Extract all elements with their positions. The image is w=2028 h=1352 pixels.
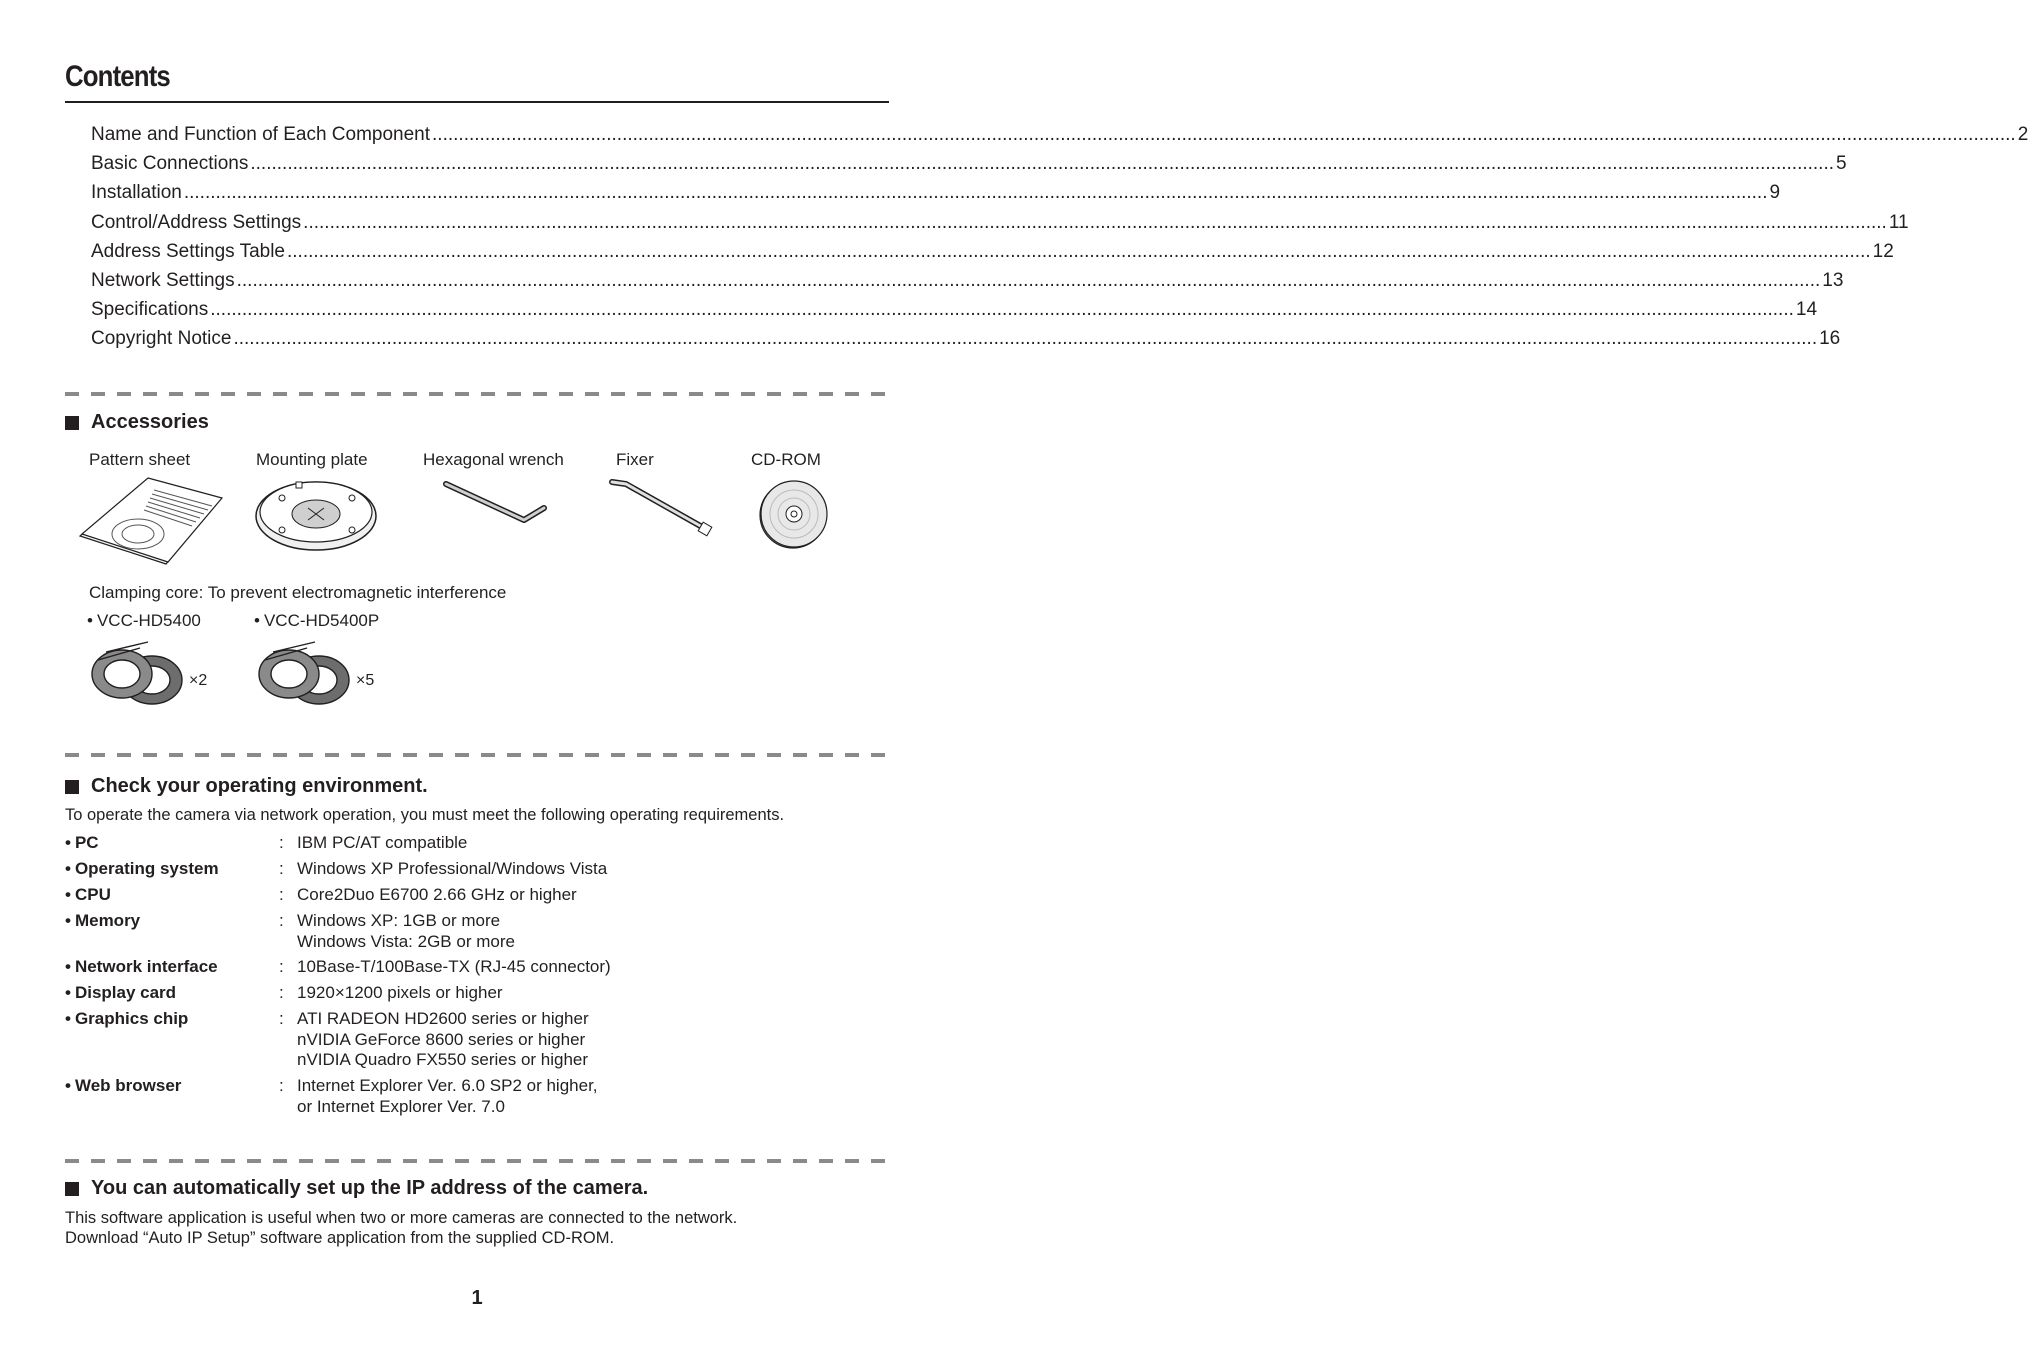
toc-label: Name and Function of Each Component: [91, 124, 431, 145]
clamping-core-image: [253, 638, 353, 712]
toc-leader: ............................................................................................................................................................................................................................................................................................................: [236, 269, 1821, 291]
requirement-values: [297, 833, 467, 854]
pattern-sheet-image: [76, 476, 224, 566]
toc-label: Basic Connections: [91, 153, 249, 175]
requirement-value: Windows Vista: 2GB or more: [297, 931, 515, 951]
requirement-row: • Network interface : 10Base-T/100Base-TX (RJ-45 connector): [65, 957, 885, 978]
toc-entry[interactable]: [91, 328, 1841, 357]
requirement-value: 10Base-T/100Base-TX (RJ-45 connector): [297, 957, 611, 976]
toc-label: Address Settings Table: [91, 240, 285, 262]
clamp-quantity: ×2: [189, 672, 208, 689]
square-bullet-icon: [65, 1182, 79, 1196]
requirement-key: • Web browser: [65, 1076, 279, 1117]
environment-heading: [65, 775, 428, 798]
toc-page: 5: [1836, 153, 1847, 175]
toc-page: 11: [1888, 211, 1909, 233]
accessory-label: Pattern sheet: [89, 450, 191, 469]
toc-entry[interactable]: [91, 124, 2028, 153]
requirement-value: Windows XP Professional/Windows Vista: [297, 859, 608, 878]
square-bullet-icon: [65, 780, 79, 794]
ip-setup-heading-text: You can automatically set up the IP address of the camera.: [91, 1177, 649, 1199]
accessories-heading-text: Accessories: [91, 411, 209, 433]
requirement-values: [297, 983, 503, 1004]
toc-page: 16: [1819, 328, 1841, 350]
toc-entry[interactable]: [91, 299, 1818, 328]
section-divider: [65, 392, 889, 396]
toc-label: Copyright Notice: [91, 328, 232, 350]
requirement-values: [297, 911, 515, 952]
toc-entry[interactable]: [91, 269, 1844, 299]
toc-page: 2: [2017, 124, 2028, 145]
requirement-key: • Display card: [65, 983, 279, 1004]
requirement-value: Windows XP: 1GB or more: [297, 911, 501, 930]
ip-setup-text: This software application is useful when two or more cameras are connected to the network.: [65, 1209, 738, 1227]
toc-leader: ............................................................................................................................................................................................................................................................................................................: [183, 182, 1768, 204]
toc-leader: ............................................................................................................................................................................................................................................................................................................: [210, 299, 1794, 321]
page-number: 1: [471, 1287, 483, 1309]
toc-entry[interactable]: [91, 211, 1909, 241]
accessories-heading: [65, 411, 209, 434]
ip-setup-heading: [65, 1177, 648, 1200]
toc-entry[interactable]: [91, 240, 1894, 270]
toc-page: 14: [1795, 299, 1818, 321]
toc-leader: ............................................................................................................................................................................................................................................................................................................: [303, 211, 1887, 233]
table-of-contents: [91, 124, 2028, 358]
accessory-label: Mounting plate: [256, 450, 368, 469]
requirement-value: 1920×1200 pixels or higher: [297, 983, 503, 1002]
requirement-value: nVIDIA Quadro FX550 series or higher: [297, 1050, 589, 1069]
requirement-key: • Memory: [65, 911, 279, 952]
page-title: Contents: [65, 60, 170, 93]
accessory-label: Fixer: [616, 450, 654, 469]
toc-label: Control/Address Settings: [91, 211, 302, 233]
requirement-row: • Operating system : Windows XP Professional/Windows Vista: [65, 859, 885, 880]
requirement-row: • Display card : 1920×1200 pixels or higher: [65, 983, 885, 1004]
toc-entry[interactable]: [91, 153, 1847, 182]
clamp-model: • VCC-HD5400P: [254, 611, 379, 631]
requirement-values: [297, 1009, 589, 1071]
toc-leader: ............................................................................................................................................................................................................................................................................................................: [233, 328, 1818, 350]
clamping-core-image: [86, 638, 186, 712]
toc-label: Installation: [91, 182, 182, 204]
requirement-value: nVIDIA GeForce 8600 series or higher: [297, 1029, 586, 1049]
mounting-plate-image: [252, 476, 382, 554]
requirement-key: • Graphics chip: [65, 1009, 279, 1071]
toc-leader: ............................................................................................................................................................................................................................................................................................................: [287, 240, 1871, 262]
requirement-row: • PC : IBM PC/AT compatible: [65, 833, 885, 854]
requirement-value: ATI RADEON HD2600 series or higher: [297, 1009, 589, 1028]
requirement-row: • Web browser : Internet Explorer Ver. 6.0 SP2 or higher, or Internet Explorer Ver. 7.0: [65, 1076, 885, 1117]
fixer-image: [606, 476, 718, 538]
requirement-values: [297, 859, 607, 880]
requirement-value: IBM PC/AT compatible: [297, 833, 468, 852]
requirement-row: • CPU : Core2Duo E6700 2.66 GHz or higher: [65, 885, 885, 906]
toc-label: Specifications: [91, 299, 209, 321]
clamp-model: • VCC-HD5400: [87, 611, 201, 631]
requirement-value: or Internet Explorer Ver. 7.0: [297, 1096, 505, 1116]
hexagonal-wrench-image: [440, 476, 552, 528]
requirement-key: • PC: [65, 833, 279, 854]
title-rule: [65, 101, 889, 103]
requirement-row: • Memory : Windows XP: 1GB or more Windows Vista: 2GB or more: [65, 911, 885, 952]
section-divider: [65, 1159, 889, 1163]
requirement-value: Internet Explorer Ver. 6.0 SP2 or higher,: [297, 1076, 598, 1095]
ip-setup-text: Download “Auto IP Setup” software application from the supplied CD-ROM.: [65, 1229, 615, 1247]
toc-leader: ............................................................................................................................................................................................................................................................................................................: [250, 153, 1835, 175]
environment-intro: To operate the camera via network operation, you must meet the following operating requirements.: [65, 806, 785, 824]
requirement-values: [297, 957, 611, 978]
cd-rom-image: [758, 478, 830, 550]
requirement-key: • Network interface: [65, 957, 279, 978]
toc-leader: ............................................................................................................................................................................................................................................................................................................: [432, 124, 2016, 145]
accessory-label: CD-ROM: [751, 450, 821, 469]
requirement-row: • Graphics chip : ATI RADEON HD2600 series or higher nVIDIA GeForce 8600 series or higher nVIDIA Quadro FX550 series or higher: [65, 1009, 885, 1071]
environment-heading-text: Check your operating environment.: [91, 775, 428, 797]
accessory-label: Hexagonal wrench: [423, 450, 564, 469]
requirement-key: • Operating system: [65, 859, 279, 880]
requirement-values: [297, 885, 577, 906]
toc-label: Network Settings: [91, 269, 235, 291]
square-bullet-icon: [65, 416, 79, 430]
clamping-core-note: Clamping core: To prevent electromagnetic interference: [89, 583, 507, 602]
clamp-quantity: ×5: [356, 672, 375, 689]
toc-entry[interactable]: [91, 182, 1781, 211]
toc-page: 13: [1822, 269, 1844, 291]
requirement-key: • CPU: [65, 885, 279, 906]
toc-page: 12: [1872, 240, 1894, 262]
requirement-values: [297, 1076, 598, 1117]
section-divider: [65, 753, 889, 757]
toc-page: 9: [1769, 182, 1781, 204]
requirement-value: Core2Duo E6700 2.66 GHz or higher: [297, 885, 577, 904]
